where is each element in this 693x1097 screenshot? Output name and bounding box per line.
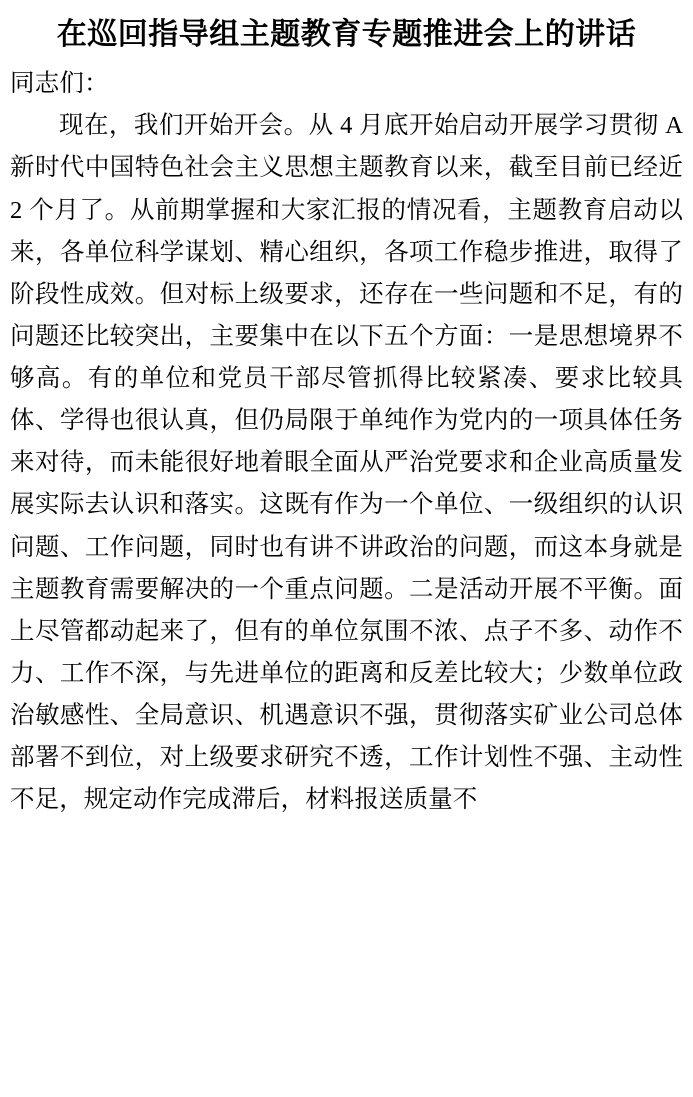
body-paragraph-1: 现在，我们开始开会。从 4 月底开始启动开展学习贯彻 A 新时代中国特色社会主义思想主题教育以来，截至目前已经近 2 个月了。从前期掌握和大家汇报的情况看，主题教育启动以来，各单位科学谋划、精心组织，各项工作稳步推进，取得了阶段性成效。但对标上级要求，还存在一些问题和不足，有的问题还比较突出，主要集中在以下五个方面：一是思想境界不够高。有的单位和党员干部尽管抓得比较紧凑、要求比较具体、学得也很认真，但仍局限于单纯作为党内的一项具体任务来对待，而未能很好地着眼全面从严治党要求和企业高质量发展实际去认识和落实。这既有作为一个单位、一级组织的认识问题、工作问题，同时也有讲不讲政治的问题，而这本身就是主题教育需要解决的一个重点问题。二是活动开展不平衡。面上尽管都动起来了，但有的单位氛围不浓、点子不多、动作不力、工作不深，与先进单位的距离和反差比较大；少数单位政治敏感性、全局意识、机遇意识不强，贯彻落实矿业公司总体部署不到位，对上级要求研究不透，工作计划性不强、主动性不足，规定动作完成滞后，材料报送质量不 xyxy=(10,112,683,814)
salutation-line: 同志们： xyxy=(10,70,109,98)
page-title: 在巡回指导组主题教育专题推进会上的讲话 xyxy=(56,18,637,51)
